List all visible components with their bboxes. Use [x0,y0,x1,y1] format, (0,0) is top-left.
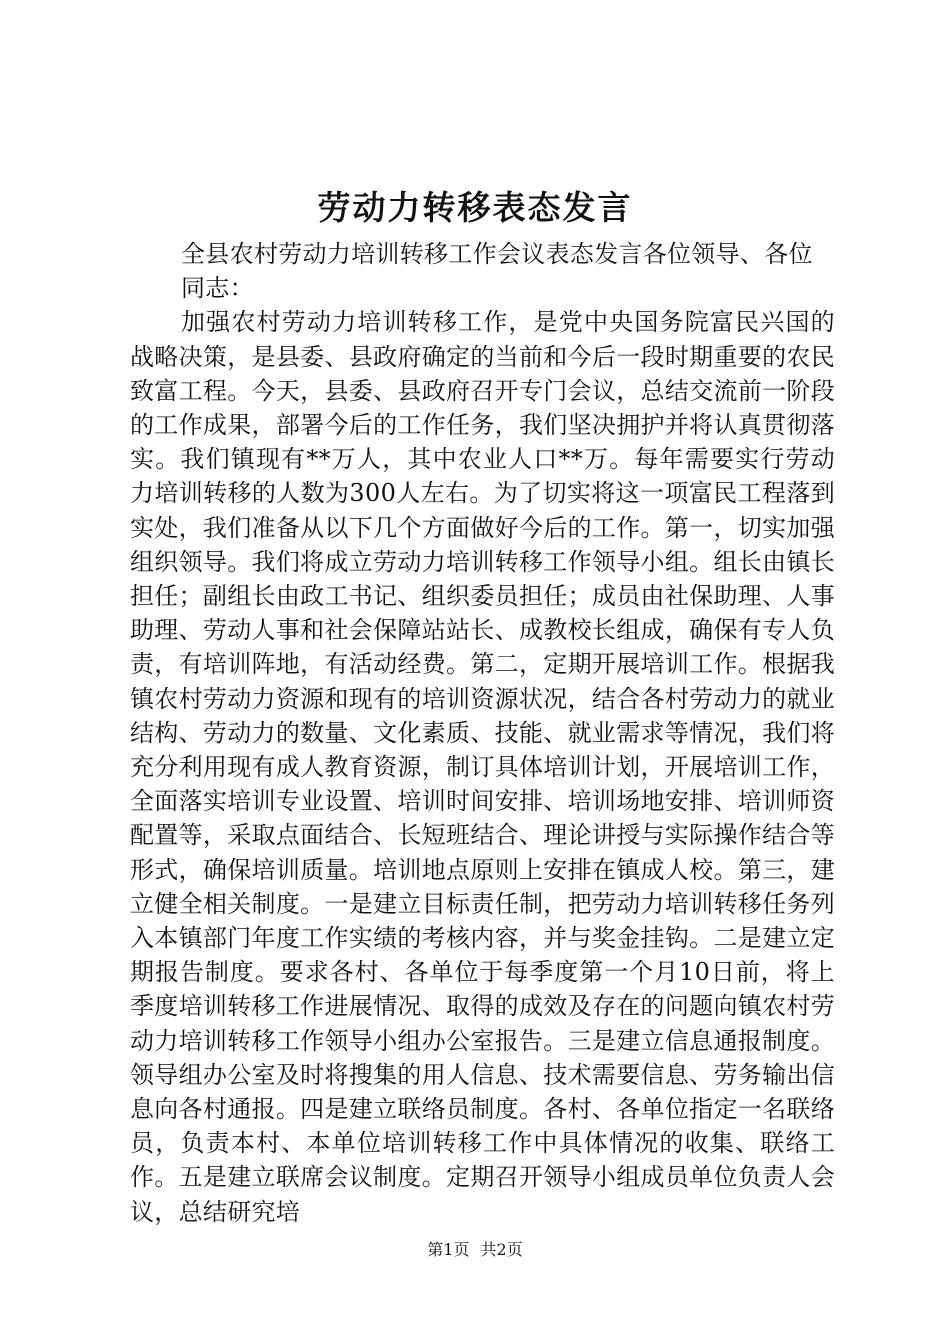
paragraph-opening: 全县农村劳动力培训转移工作会议表态发言各位领导、各位 [181,240,813,268]
paragraph-salutation: 同志： [181,274,254,303]
document-body [130,237,835,1229]
page-number-total: 共2页 [480,1240,523,1259]
paragraph-main: 加强农村劳动力培训转移工作，是党中央国务院富民兴国的战略决策，是县委、县政府确定的当前和今后一段时期重要的农民致富工程。今天，县委、县政府召开专门会议，总结交流前一阶段的工作成果，部署今后的工作任务，我们坚决拥护并将认真贯彻落实。我们镇现有**万人，其中农业人口**万。每年需要实行劳动力培训转移的人数为300人左右。为了切实将这一项富民工程落到实处，我们准备从以下几个方面做好今后的工作。第一，切实加强组织领导。我们将成立劳动力培训转移工作领导小组。组长由镇长担任；副组长由政工书记、组织委员担任；成员由社保助理、人事助理、劳动人事和社会保障站站长、成教校长组成，确保有专人负责，有培训阵地，有活动经费。第二，定期开展培训工作。根据我镇农村劳动力资源和现有的培训资源状况，结合各村劳动力的就业结构、劳动力的数量、文化素质、技能、就业需求等情况，我们将充分利用现有成人教育资源，制订具体培训计划，开展培训工作，全面落实培训专业设置、培训时间安排、培训场地安排、培训师资配置等，采取点面结合、长短班结合、理论讲授与实际操作结合等形式，确保培训质量。培训地点原则上安排在镇成人校。第三，建立健全相关制度。一是建立目标责任制，把劳动力培训转移任务列入本镇部门年度工作实绩的考核内容，并与奖金挂钩。二是建立定期报告制度。要求各村、各单位于每季度第一个月10日前，将上季度培训转移工作进展情况、取得的成效及存在的问题向镇农村劳动力培训转移工作领导小组办公室报告。三是建立信息通报制度。领导组办公室及时将搜集的用人信息、技术需要信息、劳务输出信息向各村通报。四是建立联络员制度。各村、各单位指定一名联络员，负责本村、本单位培训转移工作中具体情况的收集、联络工作。五是建立联席会议制度。定期召开领导小组成员单位负责人会议，总结研究培 [130,308,835,1226]
page-footer [0,1238,950,1262]
document-title: 劳动力转移表态发言 [317,188,633,227]
page-number-current: 第1页 [427,1240,470,1259]
